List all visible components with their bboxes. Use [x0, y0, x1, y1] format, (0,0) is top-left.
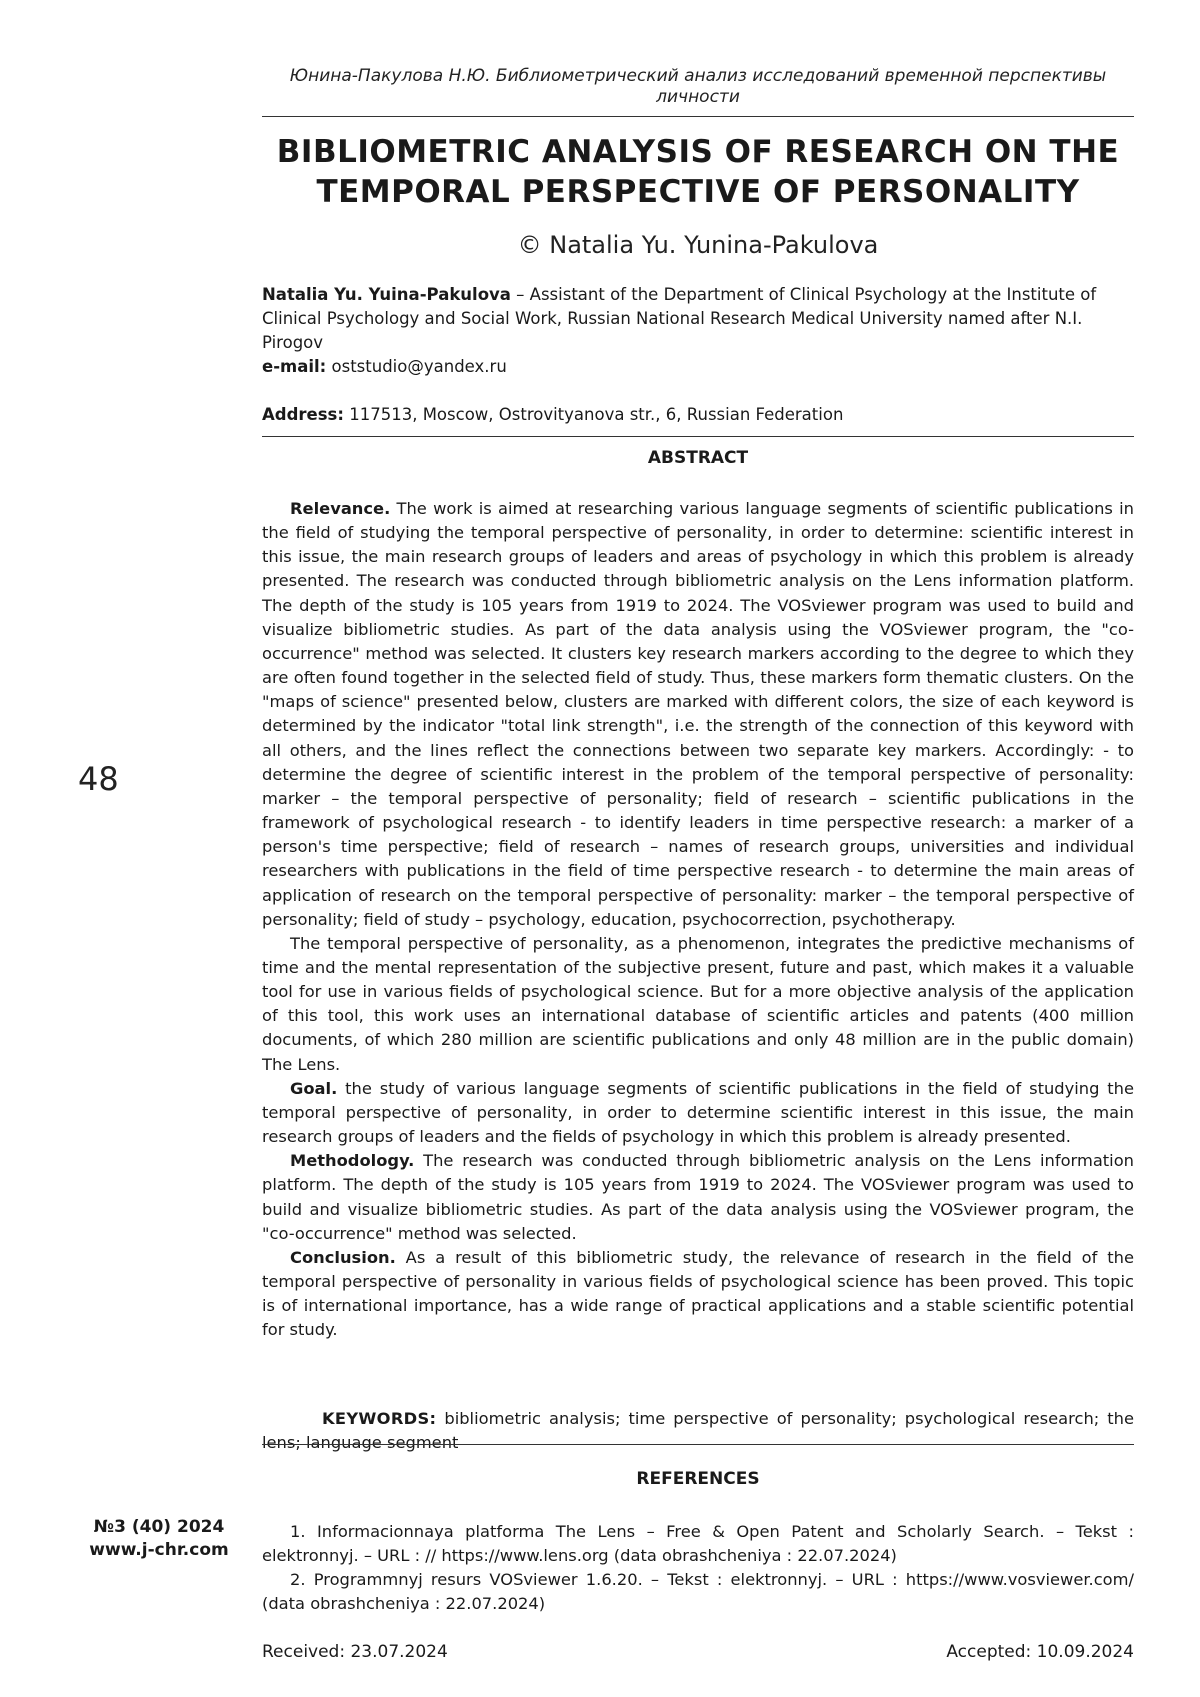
- author-info: [262, 283, 1134, 379]
- title-line2: TEMPORAL PERSPECTIVE OF PERSONALITY: [316, 174, 1080, 210]
- received-date: Received: 23.07.2024: [262, 1642, 448, 1662]
- keywords-text: bibliometric analysis; time perspective of personality; psychological research; the lens; language segment: [262, 1409, 1134, 1452]
- author-description: – Assistant of the Department of Clinical Psychology at the Institute of Clinical Psychology and Social Work, Russian National Research Medical University named after N.I. Pirogov: [262, 285, 1097, 352]
- article-title: [240, 132, 1156, 212]
- conclusion-label: Conclusion.: [290, 1247, 396, 1267]
- methodology-label: Methodology.: [290, 1151, 415, 1171]
- address-label: Address:: [262, 405, 344, 424]
- conclusion-text: As a result of this bibliometric study, the relevance of research in the field of the temporal perspective of personality in various fields of psychological science has been proved. This topic is of international importance, has a wide range of practical applications and a stable scientific potential for study.: [262, 1247, 1134, 1340]
- abstract-phenomenon: The temporal perspective of personality, as a phenomenon, integrates the predictive mechanisms of time and the mental representation of the subjective present, future and past, which makes it a valuable tool for use in various fields of psychological science. But for a more objective analysis of the application of this tool, this work uses an international database of scientific articles and patents (400 million documents, of which 280 million are scientific publications and only 48 million are in the public domain) The Lens.: [262, 933, 1134, 1074]
- abstract-goal: [262, 1077, 1134, 1149]
- author-name: Natalia Yu. Yuina-Pakulova: [262, 285, 511, 304]
- reference-item: 2. Programmnyj resurs VOSviewer 1.6.20. – Tekst : elektronnyj. – URL : https://www.vosviewer.com/ (data obrashcheniya : 22.07.2024): [262, 1570, 1134, 1613]
- email-label: e-mail:: [262, 357, 327, 376]
- abstract-methodology: [262, 1149, 1134, 1246]
- keywords-rule: [262, 1444, 1134, 1445]
- journal-website: www.j-chr.com: [89, 1540, 229, 1560]
- methodology-text: The research was conducted through bibliometric analysis on the Lens information platform. The depth of the study is 105 years from 1919 to 2024. The VOSviewer program was used to build and visualize bibliometric studies. As part of the data analysis using the VOSviewer program, the "co-occurrence" method was selected.: [262, 1151, 1134, 1243]
- author-line: © Natalia Yu. Yunina-Pakulova: [517, 231, 879, 259]
- address: [262, 403, 1134, 427]
- email-value: oststudio@yandex.ru: [326, 357, 507, 376]
- header-rule: [262, 116, 1134, 117]
- page-number: 48: [78, 760, 119, 798]
- goal-label: Goal.: [290, 1078, 338, 1098]
- keywords: [262, 1407, 1134, 1455]
- title-line1: BIBLIOMETRIC ANALYSIS OF RESEARCH ON THE: [276, 134, 1120, 170]
- address-value: 117513, Moscow, Ostrovityanova str., 6, Russian Federation: [343, 405, 844, 424]
- issue-number: №3 (40) 2024: [93, 1517, 225, 1537]
- references-heading: REFERENCES: [636, 1469, 760, 1489]
- running-title-line1: Юнина-Пакулова Н.Ю. Библиометрический анализ исследований временной перспективы: [289, 66, 1107, 86]
- abstract-conclusion: [262, 1246, 1134, 1343]
- running-header: [262, 66, 1134, 108]
- references-list: [262, 1520, 1134, 1616]
- issue-info: [74, 1516, 244, 1562]
- abstract-relevance: [262, 497, 1134, 932]
- reference-item: 1. Informacionnaya platforma The Lens – Free & Open Patent and Scholarly Search. – Tekst : elektronnyj. – URL : // https://www.lens.org (data obrashcheniya : 22.07.2024): [262, 1522, 1134, 1565]
- relevance-label: Relevance.: [290, 499, 391, 518]
- keywords-label: KEYWORDS:: [322, 1409, 437, 1428]
- relevance-text: The work is aimed at researching various language segments of scientific publications in the field of studying the temporal perspective of personality, in order to determine: scientific interest in this issue, the main research groups of leaders and areas of psychology in which this problem is already presented. The research was conducted through bibliometric analysis on the Lens information platform. The depth of the study is 105 years from 1919 to 2024. The VOSviewer program was used to build and visualize bibliometric studies. As part of the data analysis using the VOSviewer program, the "co-occurrence" method was selected. It clusters key research markers according to the degree to which they are often found together in the selected field of study. Thus, these markers form thematic clusters. On the "maps of science" presented below, clusters are marked with different colors, the size of each keyword is determined by the indicator "total link strength", i.e. the strength of the connection of this keyword with all others, and the lines reflect the connections between two separate key markers. Accordingly: - to determine the degree of scientific interest in the problem of the temporal perspective of personality: marker – the temporal perspective of personality; field of research – scientific publications in the framework of psychological research - to identify leaders in time perspective research: a marker of a person's time perspective; field of research – names of research groups, universities and individual researchers with publications in the field of time perspective research - to determine the main areas of application of research on the temporal perspective of personality: marker – the temporal perspective of personality; field of study – psychology, education, psychocorrection, psychotherapy.: [262, 499, 1134, 929]
- abstract-body: [262, 497, 1134, 1342]
- goal-text: the study of various language segments of scientific publications in the field of studying the temporal perspective of personality, in order to determine scientific interest in this issue, the main research groups of leaders and the fields of psychology in which this problem is already presented.: [262, 1078, 1134, 1147]
- accepted-date: Accepted: 10.09.2024: [946, 1642, 1134, 1662]
- running-title-line2: личности: [656, 87, 740, 107]
- abstract-heading: ABSTRACT: [647, 448, 749, 468]
- address-rule: [262, 436, 1134, 437]
